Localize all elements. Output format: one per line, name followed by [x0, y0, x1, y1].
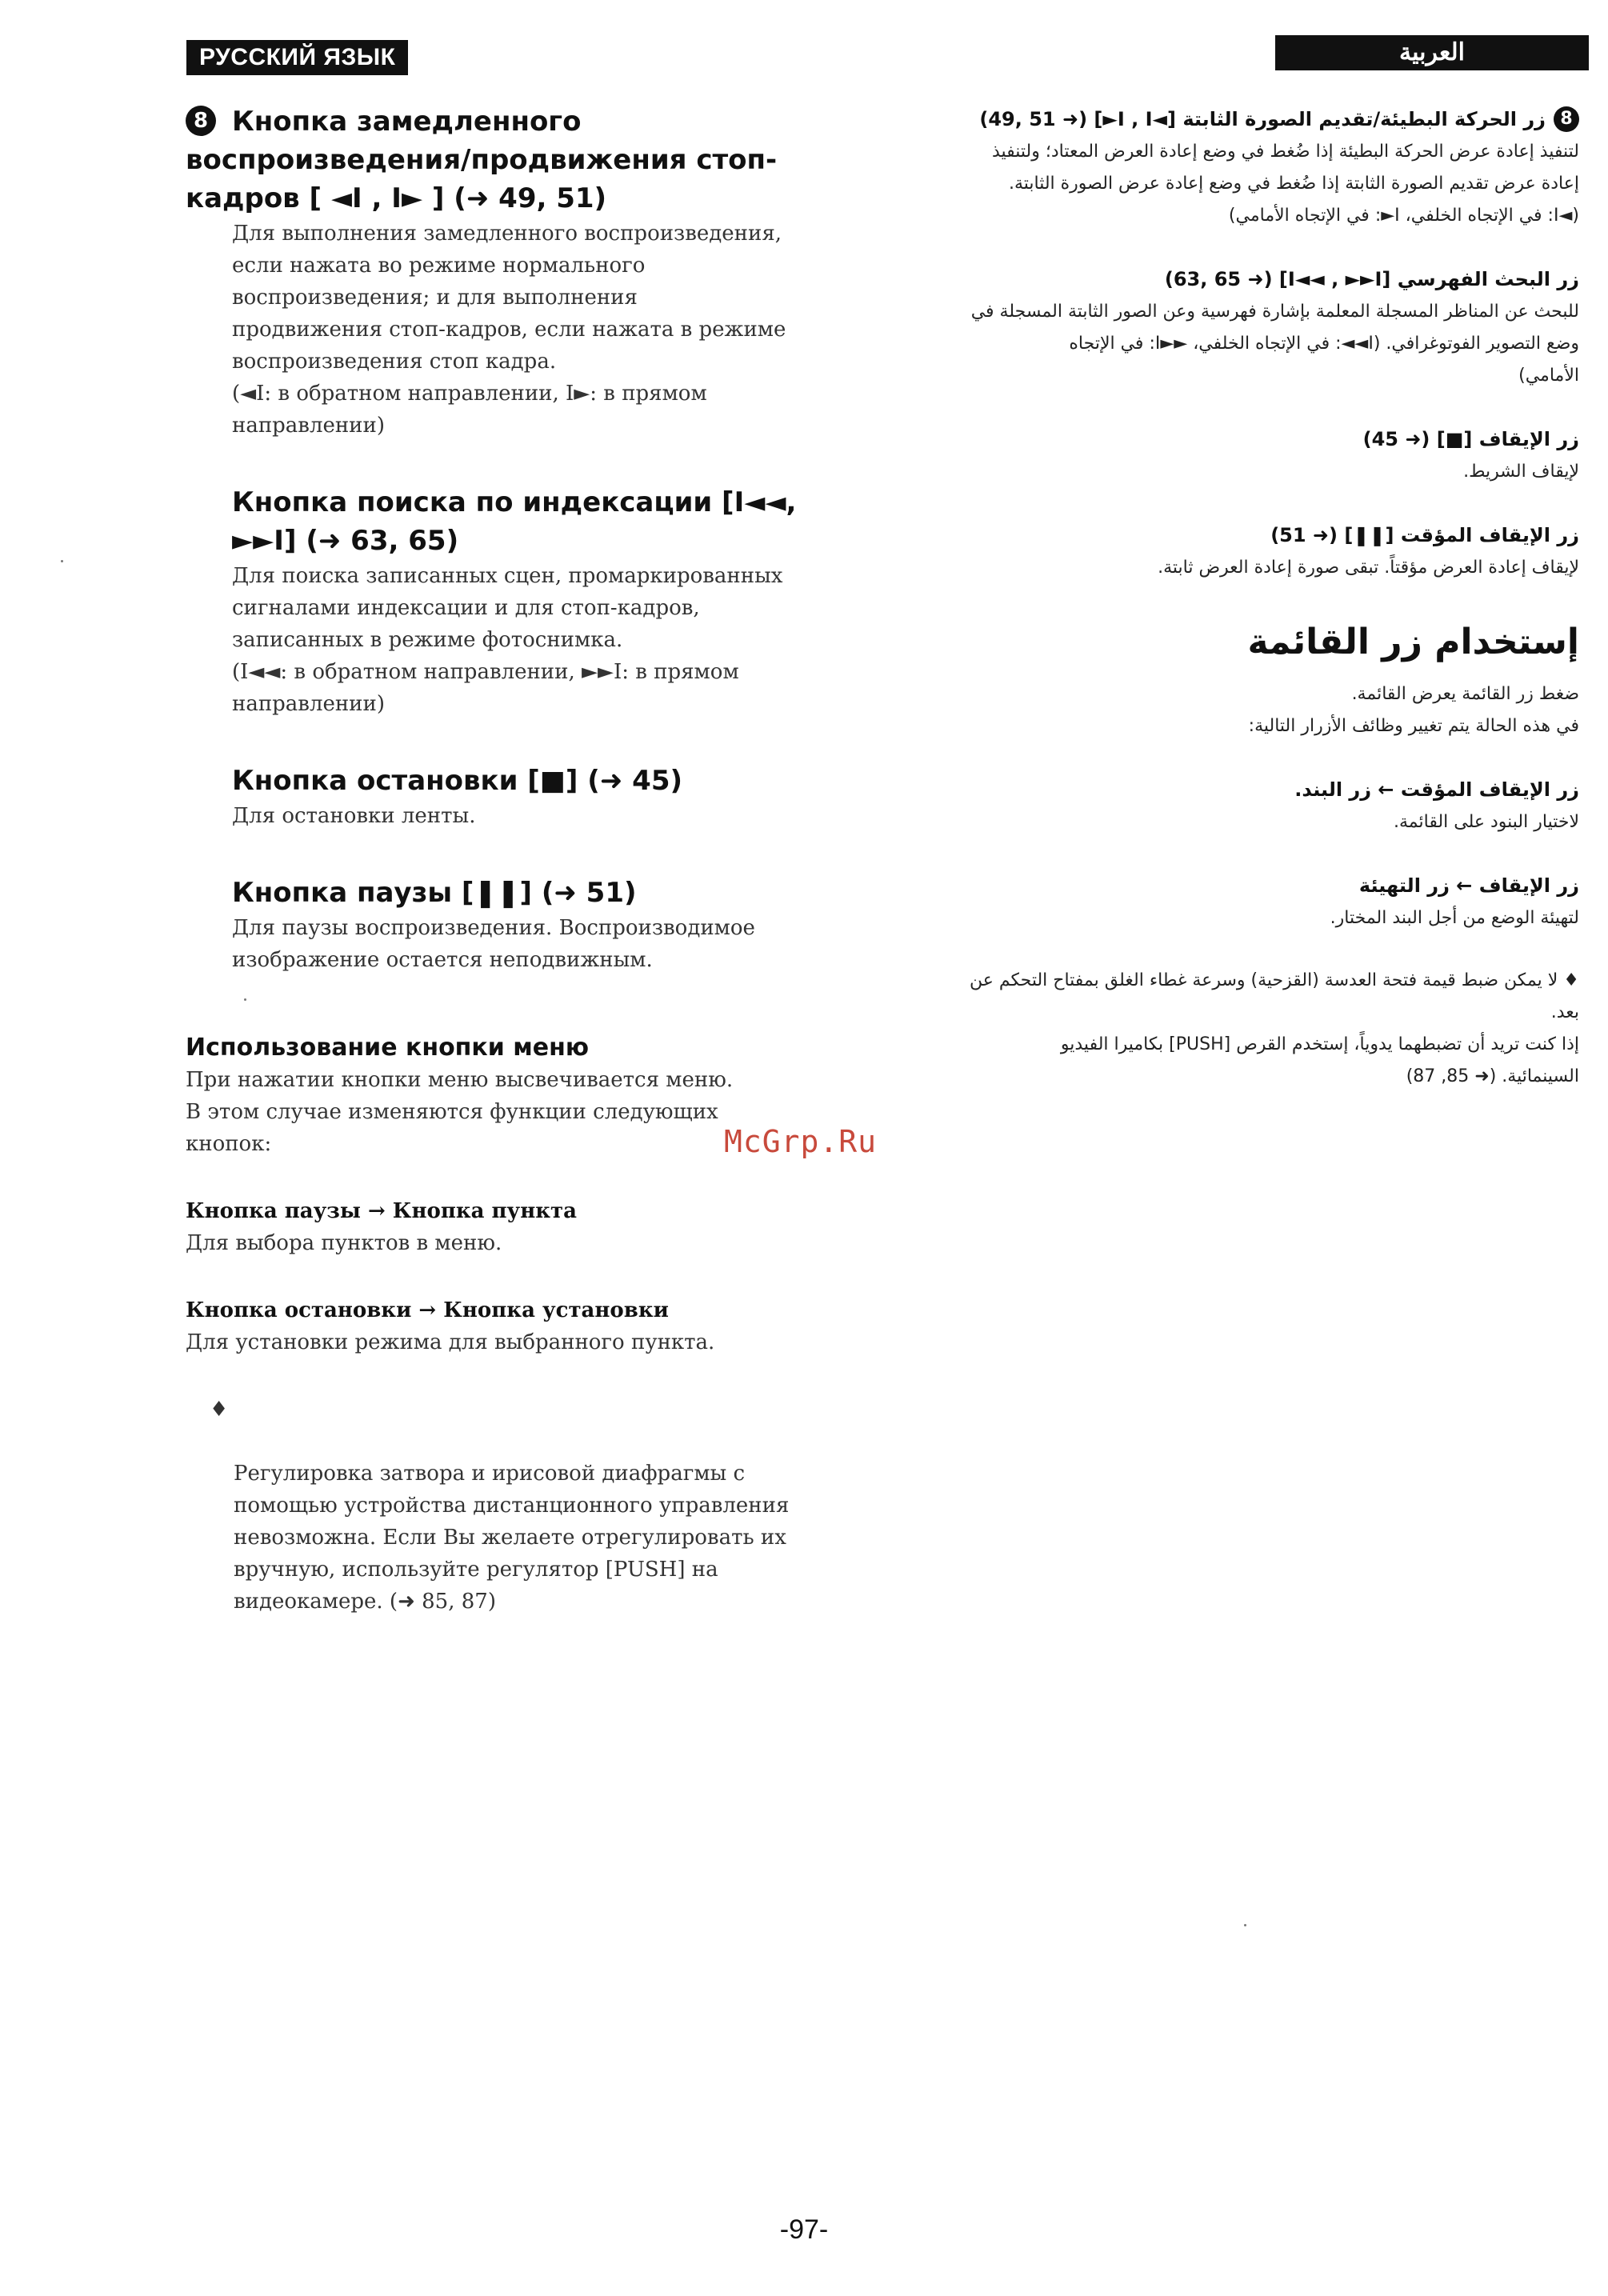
- ru-section-title-text: Кнопка замедленного воспроизведения/продвижения стоп-кадров [ ◄I , I► ] (➜ 49, 51): [186, 106, 778, 214]
- ru-section-slow-motion: [186, 102, 850, 442]
- ar-menu-item-pause: [939, 773, 1579, 838]
- ar-menu-item-body: لاختيار البنود على القائمة.: [1393, 812, 1579, 832]
- ru-section-body: Для выполнения замедленного воспроизведения, если нажата во режиме нормального воспроизведения; и для выполнения продвижения стоп-кадров, если нажата в режиме воспроизведения стоп кадра. (◄I: в обратном направлении, I►: в прямом направлении): [232, 222, 786, 438]
- scan-speck: [1244, 1924, 1246, 1926]
- ru-section-title: [186, 102, 850, 218]
- russian-column: [186, 102, 850, 1618]
- ar-menu-item-title: زر الإيقاف المؤقت ← زر البند.: [1294, 778, 1579, 801]
- arabic-column: [939, 102, 1579, 1093]
- ar-section-title: زر الإيقاف [■] (➜ 45): [1362, 428, 1579, 450]
- ru-menu-intro: При нажатии кнопки меню высвечивается меню. В этом случае изменяются функции следующих кнопок:: [186, 1068, 734, 1156]
- russian-language-badge: РУССКИЙ ЯЗЫК: [186, 40, 408, 75]
- ar-menu-intro-block: [939, 678, 1579, 742]
- ar-section-title-text: زر الحركة البطيئة/تقديم الصورة الثابتة [◄I , I►] (➜ 49, 51): [979, 108, 1546, 130]
- ru-section-index-search: [186, 483, 850, 720]
- watermark-text: McGrp.Ru: [724, 1124, 878, 1159]
- ar-section-title: زر الإيقاف المؤقت [❚❚] (➜ 51): [1270, 524, 1579, 546]
- ru-section-title: Кнопка паузы [❚❚] (➜ 51): [232, 877, 637, 909]
- ru-menu-item-title: Кнопка паузы → Кнопка пункта: [186, 1199, 577, 1223]
- bullet-icon: ♦: [210, 1398, 229, 1422]
- ru-section-pause: [186, 874, 850, 976]
- ru-section-body: Для поиска записанных сцен, промаркированных сигналами индексации и для стоп-кадров, записанных в режиме фотоснимка. (I◄◄: в обратном направлении, ►►I: в прямом направлении): [232, 564, 783, 716]
- ru-menu-heading: Использование кнопки меню: [186, 1034, 589, 1062]
- ru-menu-item-body: Для выбора пунктов в меню.: [186, 1231, 502, 1255]
- scan-speck: [244, 998, 246, 1001]
- ar-menu-heading: إستخدام زر القائمة: [1247, 622, 1579, 662]
- ru-section-body: Для остановки ленты.: [232, 804, 476, 828]
- ru-menu-item-title: Кнопка остановки → Кнопка установки: [186, 1298, 669, 1322]
- scan-speck: [61, 560, 63, 562]
- ru-section-title: Кнопка остановки [■] (➜ 45): [232, 765, 683, 797]
- ar-menu-item-stop: [939, 869, 1579, 934]
- ru-note: [210, 1394, 850, 1618]
- ru-section-body: Для паузы воспроизведения. Воспроизводимое изображение остается неподвижным.: [232, 916, 755, 972]
- arabic-language-badge: العربية: [1275, 35, 1589, 70]
- ru-menu-item-stop: [186, 1294, 850, 1358]
- ru-section-stop: [186, 762, 850, 832]
- ar-section-body: لتنفيذ إعادة عرض الحركة البطيئة إذا ضُغط في وضع إعادة العرض المعتاد؛ ولتنفيذ إعادة عرض تقديم الصورة الثابتة إذا ضُغط في وضع إعادة عرض الصورة الثابتة. (◄I: في الإتجاه الخلفي، I►: في الإتجاه الأمامي): [991, 142, 1579, 226]
- page-number: -97-: [779, 2214, 829, 2245]
- ar-section-body: لإيقاف إعادة العرض مؤقتاً. تبقى صورة إعادة العرض ثابتة.: [1158, 558, 1579, 578]
- ar-section-index-search: [939, 262, 1579, 392]
- ar-note: ♦ لا يمكن ضبط قيمة فتحة العدسة (القزحية) وسرعة غطاء الغلق بمفتاح التحكم عن بعد. إذا كنت تريد أن تضبطهما يدوياً، إستخدم القرص [PUSH] بكاميرا الفيديو السينمائية. (➜ 85, 87): [969, 970, 1579, 1086]
- ru-note-text: Регулировка затвора и ирисовой диафрагмы с помощью устройства дистанционного управления невозможна. Если Вы желаете отрегулировать их вручную, используйте регулятор [PUSH] на видеокамере. (➜ 85, 87): [234, 1462, 790, 1614]
- ar-section-pause: [939, 518, 1579, 584]
- ru-section-title: Кнопка поиска по индексации [I◄◄, ►►I] (➜ 63, 65): [232, 486, 797, 557]
- item-number-badge: 8: [1554, 106, 1579, 132]
- ar-section-title: [939, 102, 1579, 136]
- ar-section-stop: [939, 422, 1579, 488]
- ru-menu-item-pause: [186, 1195, 850, 1259]
- ar-section-body: للبحث عن المناظر المسجلة المعلمة بإشارة فهرسية وعن الصور الثابتة المسجلة في وضع التصوير الفوتوغرافي. (I◄◄: في الإتجاه الخلفي، ►►I: في الإتجاه الأمامي): [970, 302, 1579, 386]
- ar-section-body: لإيقاف الشريط.: [1463, 462, 1579, 482]
- ar-menu-item-body: لتهيئة الوضع من أجل البند المختار.: [1330, 908, 1579, 928]
- item-number-badge: 8: [186, 106, 216, 136]
- ar-menu-item-title: زر الإيقاف ← زر التهيئة: [1358, 874, 1579, 897]
- ar-section-slow-motion: [939, 102, 1579, 232]
- ar-section-title: زر البحث الفهرسي [I◄◄ , ►►I] (➜ 63, 65): [1164, 268, 1579, 290]
- ar-menu-intro: ضغط زر القائمة يعرض القائمة. في هذه الحالة يتم تغيير وظائف الأزرار التالية:: [1248, 684, 1579, 736]
- ru-menu-item-body: Для установки режима для выбранного пункта.: [186, 1330, 715, 1354]
